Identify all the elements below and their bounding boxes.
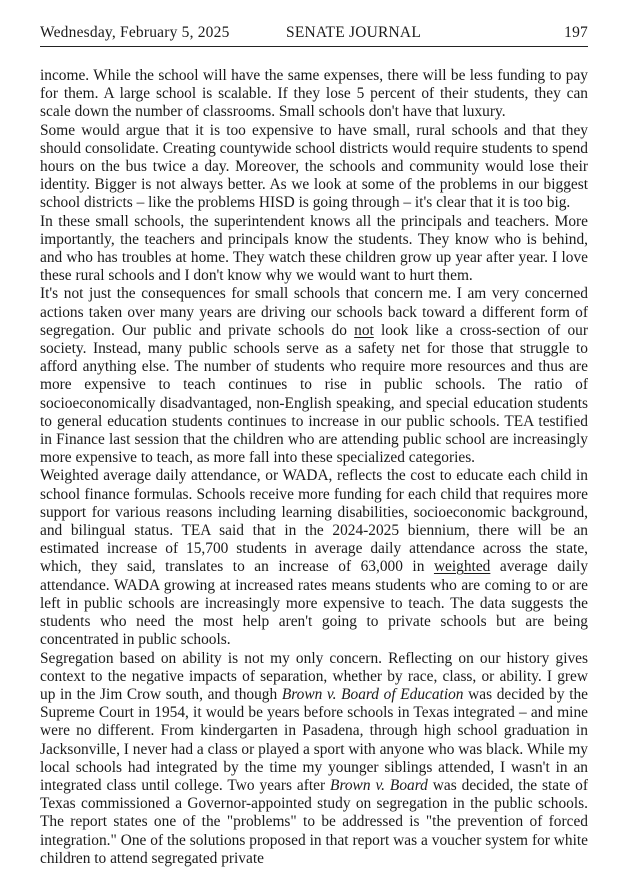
paragraph-rural-schools xyxy=(40,213,588,286)
paragraph-history xyxy=(40,650,588,868)
paragraph-text: was decided, the state of Texas commissioned a Governor-appointed study on segregation in the public schools. The report states one of the "problems" to be addressed is "the prevention of forced integration." One of the solutions proposed in that report was a voucher system for white children to attend segregated private xyxy=(40,776,588,867)
paragraph-text: It's not just the consequences for small schools that concern me. I am very concerned actions taken over many years are driving our schools back toward a different form of segregation. Our public and private schools do xyxy=(40,285,588,339)
underlined-word: weighted xyxy=(433,558,491,576)
case-citation: Brown v. Board xyxy=(330,776,428,794)
paragraph-text: Some would argue that it is too expensive to have small, rural schools and that they should consolidate. Creating countywide school districts would require students to spend hours on the bus twice a day. Moreover, the schools and community would lose their identity. Bigger is not always better. As we look at some of the problems in our biggest school districts – like the problems HISD is going through – it's clear that it is too big. xyxy=(40,121,588,212)
paragraph-wada xyxy=(40,467,588,649)
case-citation: Brown v. Board of Education xyxy=(281,685,464,703)
underlined-word: not xyxy=(354,321,374,339)
paragraph-text: look like a cross-section of our society. Instead, many public schools serve as a safety net for those that struggle to afford anything else. The number of students who require more resources and thus are more expensive to teach continues to rise in public schools. The ratio of socioeconomically disadvantaged, non-English speaking, and special education students to general education students continues to increase in our public schools. TEA testified in Finance last session that the children who are attending public school are increasingly more expensive to teach, as more fall into these specialized categories. xyxy=(40,321,588,467)
header-journal-title: SENATE JOURNAL xyxy=(286,24,421,41)
paragraph-text: Segregation based on ability is not my only concern. Reflecting on our history gives context to the negative impacts of separation, whether by race, class, or ability. I grew up in the Jim Crow south, and though xyxy=(40,649,588,703)
paragraph-consolidation xyxy=(40,122,588,213)
journal-body xyxy=(40,67,588,868)
paragraph-text: In these small schools, the superintendent knows all the principals and teachers. More importantly, the teachers and principals know the students. They know who is behind, and who has troubles at home. They watch these children grow up year after year. I love these rural schools and I don't know why we would want to hurt them. xyxy=(40,212,588,285)
paragraph-segregation-concern xyxy=(40,285,588,467)
paragraph-text: was decided by the Supreme Court in 1954, it would be years before schools in Texas integrated – and mine were no different. From kindergarten in Pasadena, through high school graduation in Jacksonville, I never had a class or played a sport with anyone who was black. While my local schools had integrated by the time my younger siblings attended, I wasn't in an integrated class until college. Two years after xyxy=(40,685,589,794)
paragraph-small-school-funding xyxy=(40,67,588,122)
header-page-number: 197 xyxy=(564,24,588,41)
paragraph-text: income. While the school will have the same expenses, there will be less funding to pay for them. A large school is scalable. If they lose 5 percent of their students, they can scale down the number of classrooms. Small schools don't have that luxury. xyxy=(40,67,588,121)
paragraph-text: average daily attendance. WADA growing at increased rates means students who are coming to or are left in public schools are increasingly more expensive to teach. The data suggests the students who need the most help aren't going to private schools but are being concentrated in public schools. xyxy=(40,558,589,649)
paragraph-text: Weighted average daily attendance, or WADA, reflects the cost to educate each child in school finance formulas. Schools receive more funding for each child that requires more support for various reasons including learning disabilities, socioeconomic background, and bilingual status. TEA said that in the 2024-2025 biennium, there will be an estimated increase of 15,700 students in average daily attendance across the state, which, they said, translates to an increase of 63,000 in xyxy=(40,467,588,576)
header-date: Wednesday, February 5, 2025 xyxy=(40,24,230,41)
page-header xyxy=(40,24,588,47)
